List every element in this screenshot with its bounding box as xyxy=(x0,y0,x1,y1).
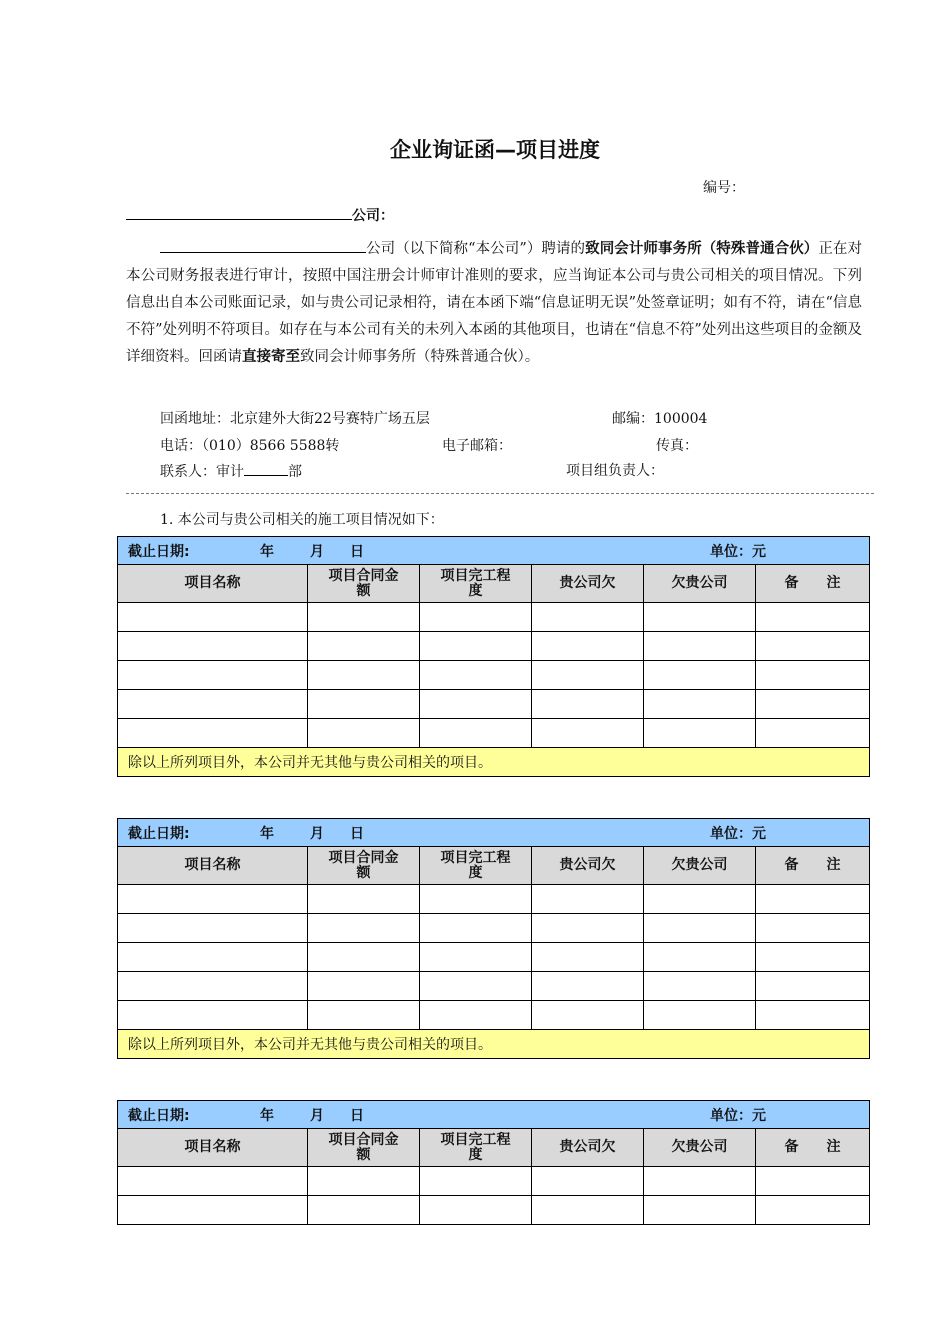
cell[interactable] xyxy=(308,632,420,661)
table-row xyxy=(118,690,870,719)
cell[interactable] xyxy=(118,632,308,661)
cell[interactable] xyxy=(756,1196,870,1225)
table-row xyxy=(118,661,870,690)
cell[interactable] xyxy=(118,690,308,719)
section-note: 1. 本公司与贵公司相关的施工项目情况如下： xyxy=(160,512,444,528)
col-project-name: 项目名称 xyxy=(118,847,308,885)
cell[interactable] xyxy=(644,1196,756,1225)
cell[interactable] xyxy=(532,719,644,748)
company-suffix: 公司： xyxy=(352,208,394,224)
date-label: 截止日期: xyxy=(128,825,190,842)
postcode: 邮编：100004 xyxy=(612,411,708,427)
cell[interactable] xyxy=(308,972,420,1001)
cell[interactable] xyxy=(532,972,644,1001)
cell[interactable] xyxy=(308,1167,420,1196)
cell[interactable] xyxy=(644,1001,756,1030)
col-project-name: 项目名称 xyxy=(118,1129,308,1167)
col-remarks: 备 注 xyxy=(756,1129,870,1167)
col-completion: 项目完工程度 xyxy=(420,565,532,603)
cell[interactable] xyxy=(644,1167,756,1196)
contact xyxy=(160,460,302,481)
cell[interactable] xyxy=(532,632,644,661)
col-owe-to-you: 欠贵公司 xyxy=(644,847,756,885)
cell[interactable] xyxy=(308,914,420,943)
year-label: 年 xyxy=(260,543,274,560)
table-row xyxy=(118,1167,870,1196)
col-owe-to-you: 欠贵公司 xyxy=(644,1129,756,1167)
cell[interactable] xyxy=(420,661,532,690)
cell[interactable] xyxy=(644,632,756,661)
cell[interactable] xyxy=(420,1196,532,1225)
table-footer-note: 除以上所列项目外，本公司并无其他与贵公司相关的项目。 xyxy=(118,1030,870,1059)
para-firm: 致同会计师事务所（特殊普通合伙） xyxy=(585,241,819,257)
unit-label: 单位：元 xyxy=(710,825,766,842)
unit-label: 单位：元 xyxy=(710,543,766,560)
month-label: 月 xyxy=(310,825,324,842)
email: 电子邮箱： xyxy=(442,438,512,454)
cell[interactable] xyxy=(420,885,532,914)
cell[interactable] xyxy=(532,603,644,632)
cell[interactable] xyxy=(118,1167,308,1196)
cell[interactable] xyxy=(644,603,756,632)
cell[interactable] xyxy=(420,1001,532,1030)
col-completion: 项目完工程度 xyxy=(420,847,532,885)
cell[interactable] xyxy=(756,632,870,661)
cell[interactable] xyxy=(756,885,870,914)
project-table xyxy=(117,536,870,777)
cell[interactable] xyxy=(118,1001,308,1030)
cell[interactable] xyxy=(308,603,420,632)
fax: 传真： xyxy=(656,438,698,454)
cell[interactable] xyxy=(308,661,420,690)
cell[interactable] xyxy=(420,972,532,1001)
cell[interactable] xyxy=(644,690,756,719)
cell[interactable] xyxy=(756,719,870,748)
cell[interactable] xyxy=(532,1167,644,1196)
table-row xyxy=(118,972,870,1001)
cell[interactable] xyxy=(118,1196,308,1225)
month-label: 月 xyxy=(310,1107,324,1124)
contact-suffix: 部 xyxy=(288,464,302,480)
cell[interactable] xyxy=(644,661,756,690)
table-header xyxy=(118,1101,870,1129)
table-row xyxy=(118,914,870,943)
month-label: 月 xyxy=(310,543,324,560)
project-table xyxy=(117,1100,870,1225)
cell[interactable] xyxy=(756,914,870,943)
day-label: 日 xyxy=(350,1107,364,1124)
cell[interactable] xyxy=(756,661,870,690)
col-owed-by-you: 贵公司欠 xyxy=(532,847,644,885)
table-header xyxy=(118,537,870,565)
cell[interactable] xyxy=(118,661,308,690)
cell[interactable] xyxy=(756,690,870,719)
cell[interactable] xyxy=(118,603,308,632)
table-row xyxy=(118,943,870,972)
date-label: 截止日期: xyxy=(128,543,190,560)
cell[interactable] xyxy=(420,603,532,632)
company-name-blank[interactable] xyxy=(126,204,352,220)
table-row xyxy=(118,1001,870,1030)
cell[interactable] xyxy=(118,972,308,1001)
cell[interactable] xyxy=(756,972,870,1001)
cell[interactable] xyxy=(308,1001,420,1030)
col-owed-by-you: 贵公司欠 xyxy=(532,565,644,603)
cell[interactable] xyxy=(420,943,532,972)
table-row xyxy=(118,885,870,914)
table-footer-note: 除以上所列项目外，本公司并无其他与贵公司相关的项目。 xyxy=(118,748,870,777)
table-row xyxy=(118,603,870,632)
cell[interactable] xyxy=(420,719,532,748)
cell[interactable] xyxy=(118,719,308,748)
recipient-company-line xyxy=(126,204,394,225)
cell[interactable] xyxy=(420,914,532,943)
col-remarks: 备 注 xyxy=(756,847,870,885)
cell[interactable] xyxy=(644,719,756,748)
col-contract-amount: 项目合同金额 xyxy=(308,565,420,603)
cell[interactable] xyxy=(308,690,420,719)
para-body2: 致同会计师事务所（特殊普通合伙）。 xyxy=(300,349,540,365)
cell[interactable] xyxy=(532,914,644,943)
cell[interactable] xyxy=(308,943,420,972)
cell[interactable] xyxy=(420,1167,532,1196)
col-project-name: 项目名称 xyxy=(118,565,308,603)
cell[interactable] xyxy=(644,972,756,1001)
cell[interactable] xyxy=(308,719,420,748)
table-row xyxy=(118,632,870,661)
col-owe-to-you: 欠贵公司 xyxy=(644,565,756,603)
cell[interactable] xyxy=(532,1001,644,1030)
col-contract-amount: 项目合同金额 xyxy=(308,847,420,885)
cell[interactable] xyxy=(532,661,644,690)
page-title: 企业询证函—项目进度 xyxy=(390,138,600,162)
table-header xyxy=(118,819,870,847)
cell[interactable] xyxy=(756,1167,870,1196)
year-label: 年 xyxy=(260,1107,274,1124)
reply-address: 回函地址：北京建外大街22号赛特广场五层 xyxy=(160,411,430,427)
project-table xyxy=(117,818,870,1059)
cell[interactable] xyxy=(644,914,756,943)
table-row xyxy=(118,719,870,748)
cell[interactable] xyxy=(532,885,644,914)
cell[interactable] xyxy=(644,943,756,972)
cell[interactable] xyxy=(308,1196,420,1225)
cell[interactable] xyxy=(644,885,756,914)
col-contract-amount: 项目合同金额 xyxy=(308,1129,420,1167)
cell[interactable] xyxy=(532,1196,644,1225)
cell[interactable] xyxy=(118,943,308,972)
cell[interactable] xyxy=(756,943,870,972)
cell[interactable] xyxy=(532,690,644,719)
day-label: 日 xyxy=(350,543,364,560)
cell[interactable] xyxy=(308,885,420,914)
serial-number-label: 编号： xyxy=(703,180,745,196)
col-owed-by-you: 贵公司欠 xyxy=(532,1129,644,1167)
own-company-blank[interactable] xyxy=(160,237,366,253)
col-completion: 项目完工程度 xyxy=(420,1129,532,1167)
cell[interactable] xyxy=(420,690,532,719)
date-label: 截止日期: xyxy=(128,1107,190,1124)
year-label: 年 xyxy=(260,825,274,842)
para-company: 公司（以下简称“本公司”）聘请的 xyxy=(366,241,586,257)
unit-label: 单位：元 xyxy=(710,1107,766,1124)
cell[interactable] xyxy=(532,943,644,972)
cell[interactable] xyxy=(420,632,532,661)
col-remarks: 备 注 xyxy=(756,565,870,603)
cell[interactable] xyxy=(118,885,308,914)
para-body1: 正在对本公司财务报表进行审计，按照中国注册会计师审计准则的要求，应当询证本公司与贵公司相关的项目情况。下列信息出自本公司账面记录，如与贵公司记录相符，请在本函下端“信息证明无误”处签章证明；如有不符，请在“信息不符”处列明不符项目。如存在与本公司有关的未列入本函的其他项目，也请在“信息不符”处列出这些项目的金额及详细资料。回函请 xyxy=(126,241,863,365)
project-lead: 项目组负责人： xyxy=(566,463,664,479)
cell[interactable] xyxy=(756,1001,870,1030)
department-blank[interactable] xyxy=(244,460,288,476)
contact-prefix: 联系人：审计 xyxy=(160,464,244,480)
cell[interactable] xyxy=(118,914,308,943)
phone: 电话：（010）8566 5588转 xyxy=(160,438,340,454)
cell[interactable] xyxy=(756,603,870,632)
day-label: 日 xyxy=(350,825,364,842)
para-direct: 直接寄至 xyxy=(242,349,300,365)
table-row xyxy=(118,1196,870,1225)
letter-body xyxy=(126,236,862,371)
cut-divider xyxy=(126,493,874,494)
